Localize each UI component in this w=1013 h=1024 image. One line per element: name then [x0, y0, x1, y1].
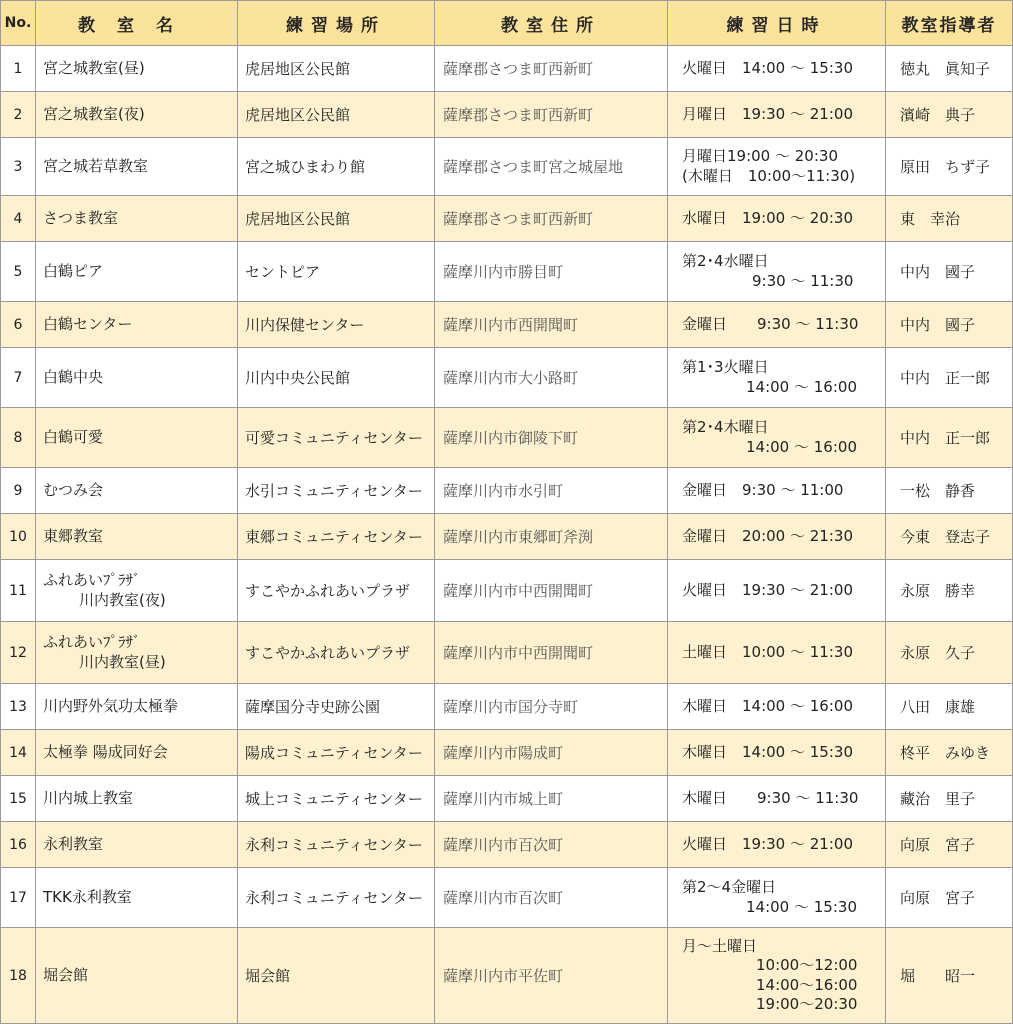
- class-name-cell: [36, 348, 238, 408]
- datetime-cell: [668, 92, 886, 138]
- datetime-line: 金曜日 9:30 ～ 11:00: [682, 480, 844, 499]
- place-cell: 永利コミュニティセンター: [238, 822, 435, 868]
- datetime-cell: [668, 348, 886, 408]
- place-cell: セントピア: [238, 242, 435, 302]
- row-number: 18: [1, 928, 36, 1024]
- datetime-line: 金曜日 20:00 ～ 21:30: [682, 526, 853, 545]
- address-cell: 薩摩郡さつま町西新町: [435, 92, 668, 138]
- table-body: [1, 46, 1013, 1024]
- class-name-line: 宮之城若草教室: [43, 156, 149, 175]
- place-cell: 城上コミュニティセンター: [238, 776, 435, 822]
- row-number: 15: [1, 776, 36, 822]
- table-row: [1, 408, 1013, 468]
- class-name-line: むつみ会: [43, 480, 104, 499]
- teacher-cell: 中内 國子: [886, 242, 1013, 302]
- class-name-cell: [36, 92, 238, 138]
- datetime-line: 土曜日 10:00 ～ 11:30: [682, 642, 853, 661]
- place-cell: 虎居地区公民館: [238, 92, 435, 138]
- class-name-line: 宮之城教室(夜): [43, 104, 145, 123]
- class-name-line: ふれあいﾌﾟﾗｻﾞ: [43, 633, 141, 651]
- class-name-line: 川内教室(夜): [79, 590, 166, 609]
- teacher-cell: 柊平 みゆき: [886, 730, 1013, 776]
- datetime-cell: [668, 46, 886, 92]
- teacher-cell: 中内 正一郎: [886, 408, 1013, 468]
- place-cell: 虎居地区公民館: [238, 196, 435, 242]
- datetime-cell: [668, 408, 886, 468]
- table-row: [1, 468, 1013, 514]
- class-name-cell: [36, 684, 238, 730]
- datetime-line: 木曜日 9:30 ～ 11:30: [682, 788, 859, 807]
- address-cell: 薩摩川内市東郷町斧渕: [435, 514, 668, 560]
- class-name-cell: [36, 468, 238, 514]
- class-name-cell: [36, 302, 238, 348]
- place-cell: 堀会館: [238, 928, 435, 1024]
- header-datetime: 練習日時: [668, 1, 886, 46]
- datetime-cell: [668, 822, 886, 868]
- datetime-line: 14:00 ～ 15:30: [746, 897, 857, 916]
- table-row: [1, 514, 1013, 560]
- row-number: 10: [1, 514, 36, 560]
- class-name-cell: [36, 138, 238, 196]
- datetime-line: 火曜日 19:30 ～ 21:00: [682, 580, 853, 599]
- teacher-cell: 中内 正一郎: [886, 348, 1013, 408]
- datetime-line: 金曜日 9:30 ～ 11:30: [682, 314, 859, 333]
- table-row: [1, 730, 1013, 776]
- place-cell: 陽成コミュニティセンター: [238, 730, 435, 776]
- datetime-cell: [668, 928, 886, 1024]
- address-cell: 薩摩川内市陽成町: [435, 730, 668, 776]
- class-name-line: 白鶴センター: [43, 314, 133, 333]
- address-cell: 薩摩川内市水引町: [435, 468, 668, 514]
- class-name-line: 川内野外気功太極拳: [43, 696, 179, 715]
- datetime-line: 木曜日 14:00 ～ 16:00: [682, 696, 853, 715]
- teacher-cell: 東 幸治: [886, 196, 1013, 242]
- row-number: 16: [1, 822, 36, 868]
- datetime-line: 14:00～16:00: [756, 975, 858, 994]
- table-row: [1, 928, 1013, 1024]
- table-row: [1, 684, 1013, 730]
- address-cell: 薩摩川内市勝目町: [435, 242, 668, 302]
- class-name-cell: [36, 514, 238, 560]
- class-name-cell: [36, 776, 238, 822]
- table-row: [1, 46, 1013, 92]
- datetime-cell: [668, 468, 886, 514]
- class-name-line: 白鶴ピア: [43, 261, 104, 280]
- class-name-line: 永利教室: [43, 834, 104, 853]
- address-cell: 薩摩川内市御陵下町: [435, 408, 668, 468]
- table-row: [1, 196, 1013, 242]
- class-name-line: 白鶴中央: [43, 367, 104, 386]
- datetime-line: 14:00 ～ 16:00: [746, 437, 857, 456]
- class-name-cell: [36, 928, 238, 1024]
- datetime-cell: [668, 302, 886, 348]
- datetime-cell: [668, 242, 886, 302]
- datetime-cell: [668, 730, 886, 776]
- teacher-cell: 永原 久子: [886, 622, 1013, 684]
- address-cell: 薩摩郡さつま町宮之城屋地: [435, 138, 668, 196]
- row-number: 8: [1, 408, 36, 468]
- header-row: [1, 1, 1013, 46]
- datetime-line: 第2･4水曜日: [682, 252, 769, 270]
- datetime-cell: [668, 514, 886, 560]
- class-name-line: 東郷教室: [43, 526, 104, 545]
- row-number: 7: [1, 348, 36, 408]
- teacher-cell: 濱崎 典子: [886, 92, 1013, 138]
- datetime-line: 月～土曜日: [682, 936, 758, 955]
- class-name-line: 川内教室(昼): [79, 652, 166, 671]
- table-row: [1, 776, 1013, 822]
- header-address: 教室住所: [435, 1, 668, 46]
- place-cell: 虎居地区公民館: [238, 46, 435, 92]
- class-name-line: 宮之城教室(昼): [43, 58, 145, 77]
- row-number: 9: [1, 468, 36, 514]
- teacher-cell: 今東 登志子: [886, 514, 1013, 560]
- datetime-line: 月曜日19:00 ～ 20:30: [682, 147, 838, 165]
- datetime-cell: [668, 196, 886, 242]
- datetime-cell: [668, 622, 886, 684]
- class-name-line: さつま教室: [43, 208, 119, 227]
- address-cell: 薩摩郡さつま町西新町: [435, 46, 668, 92]
- teacher-cell: 八田 康雄: [886, 684, 1013, 730]
- row-number: 1: [1, 46, 36, 92]
- datetime-line: 木曜日 14:00 ～ 15:30: [682, 742, 853, 761]
- address-cell: 薩摩川内市中西開聞町: [435, 622, 668, 684]
- address-cell: 薩摩川内市中西開聞町: [435, 560, 668, 622]
- datetime-cell: [668, 138, 886, 196]
- class-name-line: 白鶴可愛: [43, 427, 104, 446]
- table-row: [1, 242, 1013, 302]
- row-number: 4: [1, 196, 36, 242]
- class-name-cell: [36, 408, 238, 468]
- header-place: 練習場所: [238, 1, 435, 46]
- address-cell: 薩摩川内市大小路町: [435, 348, 668, 408]
- place-cell: 川内保健センター: [238, 302, 435, 348]
- row-number: 2: [1, 92, 36, 138]
- teacher-cell: 一松 静香: [886, 468, 1013, 514]
- datetime-line: 14:00 ～ 16:00: [746, 377, 857, 396]
- class-name-line: TKK永利教室: [43, 887, 132, 906]
- class-name-line: 堀会館: [43, 965, 89, 984]
- class-name-cell: [36, 622, 238, 684]
- class-name-cell: [36, 196, 238, 242]
- address-cell: 薩摩川内市平佐町: [435, 928, 668, 1024]
- datetime-line: 第2～4金曜日: [682, 878, 777, 896]
- datetime-cell: [668, 684, 886, 730]
- row-number: 17: [1, 868, 36, 928]
- place-cell: 川内中央公民館: [238, 348, 435, 408]
- datetime-line: 9:30 ～ 11:30: [752, 271, 854, 290]
- header-no: No.: [1, 1, 36, 46]
- table-row: [1, 302, 1013, 348]
- table-row: [1, 622, 1013, 684]
- address-cell: 薩摩川内市国分寺町: [435, 684, 668, 730]
- row-number: 12: [1, 622, 36, 684]
- class-name-cell: [36, 730, 238, 776]
- row-number: 5: [1, 242, 36, 302]
- table-row: [1, 560, 1013, 622]
- class-name-cell: [36, 868, 238, 928]
- place-cell: 東郷コミュニティセンター: [238, 514, 435, 560]
- row-number: 11: [1, 560, 36, 622]
- row-number: 14: [1, 730, 36, 776]
- place-cell: すこやかふれあいプラザ: [238, 622, 435, 684]
- datetime-cell: [668, 560, 886, 622]
- class-name-line: 太極拳 陽成同好会: [43, 742, 168, 761]
- place-cell: 水引コミュニティセンター: [238, 468, 435, 514]
- datetime-line: 火曜日 19:30 ～ 21:00: [682, 834, 853, 853]
- address-cell: 薩摩郡さつま町西新町: [435, 196, 668, 242]
- address-cell: 薩摩川内市百次町: [435, 868, 668, 928]
- place-cell: 永利コミュニティセンター: [238, 868, 435, 928]
- datetime-line: 水曜日 19:00 ～ 20:30: [682, 208, 853, 227]
- table-row: [1, 868, 1013, 928]
- header-teacher: 教室指導者: [886, 1, 1013, 46]
- address-cell: 薩摩川内市百次町: [435, 822, 668, 868]
- row-number: 6: [1, 302, 36, 348]
- header-class-name: 教室名: [36, 1, 238, 46]
- class-name-cell: [36, 46, 238, 92]
- class-name-cell: [36, 560, 238, 622]
- datetime-line: 第2･4木曜日: [682, 418, 769, 436]
- teacher-cell: 向原 宮子: [886, 822, 1013, 868]
- place-cell: 宮之城ひまわり館: [238, 138, 435, 196]
- teacher-cell: 向原 宮子: [886, 868, 1013, 928]
- teacher-cell: 藏治 里子: [886, 776, 1013, 822]
- datetime-line: 第1･3火曜日: [682, 358, 769, 376]
- class-name-line: ふれあいﾌﾟﾗｻﾞ: [43, 571, 141, 589]
- table-row: [1, 822, 1013, 868]
- table-row: [1, 138, 1013, 196]
- address-cell: 薩摩川内市城上町: [435, 776, 668, 822]
- teacher-cell: 堀 昭一: [886, 928, 1013, 1024]
- class-name-cell: [36, 822, 238, 868]
- datetime-line: (木曜日 10:00～11:30): [682, 166, 856, 185]
- table-row: [1, 92, 1013, 138]
- datetime-line: 火曜日 14:00 ～ 15:30: [682, 58, 853, 77]
- place-cell: 可愛コミュニティセンター: [238, 408, 435, 468]
- row-number: 13: [1, 684, 36, 730]
- datetime-cell: [668, 776, 886, 822]
- class-name-cell: [36, 242, 238, 302]
- datetime-line: 10:00～12:00: [756, 956, 858, 974]
- datetime-cell: [668, 868, 886, 928]
- row-number: 3: [1, 138, 36, 196]
- class-name-line: 川内城上教室: [43, 788, 134, 807]
- table-row: [1, 348, 1013, 408]
- teacher-cell: 原田 ちず子: [886, 138, 1013, 196]
- datetime-line: 19:00～20:30: [756, 995, 858, 1013]
- address-cell: 薩摩川内市西開聞町: [435, 302, 668, 348]
- teacher-cell: 永原 勝幸: [886, 560, 1013, 622]
- teacher-cell: 徳丸 眞知子: [886, 46, 1013, 92]
- place-cell: すこやかふれあいプラザ: [238, 560, 435, 622]
- place-cell: 薩摩国分寺史跡公園: [238, 684, 435, 730]
- datetime-line: 月曜日 19:30 ～ 21:00: [682, 104, 853, 123]
- teacher-cell: 中内 國子: [886, 302, 1013, 348]
